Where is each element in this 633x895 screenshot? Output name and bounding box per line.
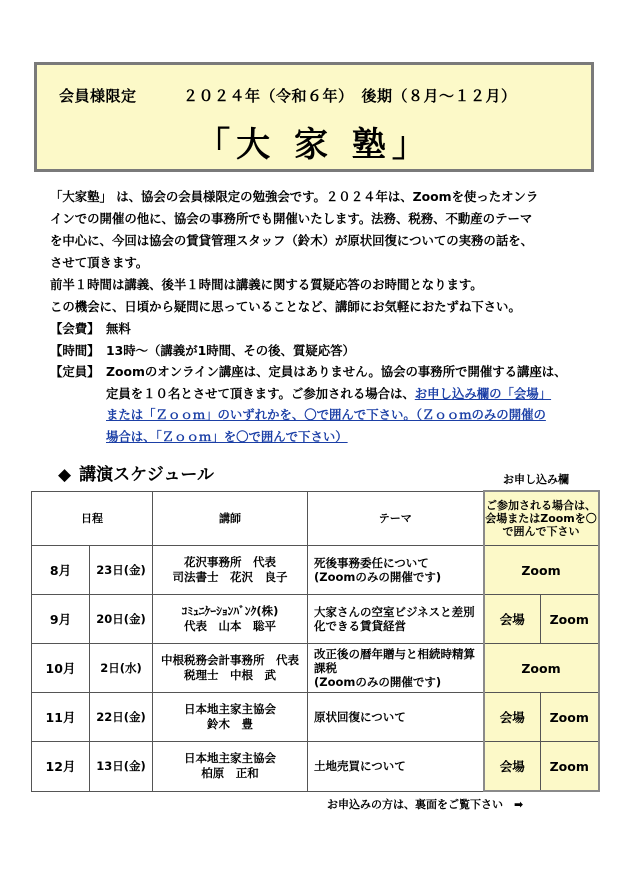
zoom-choice[interactable]: Zoom bbox=[484, 546, 599, 595]
lecturer-org: 中根税務会計事務所 代表 bbox=[161, 653, 299, 667]
event-info bbox=[50, 318, 595, 447]
col-theme-header: テーマ bbox=[308, 491, 484, 546]
apply-instruction-link: お申し込み欄の「会場」 bbox=[414, 385, 552, 401]
fee-value: 無料 bbox=[106, 321, 131, 336]
intro-line: 「大家塾」 は、協会の会員様限定の勉強会です。２０２４年は、Zoomを使ったオンラ bbox=[50, 189, 539, 204]
month-cell: 10月 bbox=[32, 644, 90, 693]
month-cell: 8月 bbox=[32, 546, 90, 595]
lecturer-name: 代表 山本 聡平 bbox=[184, 619, 276, 633]
lecturer-cell bbox=[153, 546, 308, 595]
lecturer-name: 税理士 中根 武 bbox=[184, 668, 276, 682]
theme-cell: 原状回復について bbox=[308, 693, 484, 742]
fee-label: 【会費】 bbox=[50, 321, 100, 336]
table-row bbox=[32, 546, 599, 595]
venue-choice[interactable]: 会場 bbox=[484, 693, 541, 742]
theme-cell: 死後事務委任について (Zoomのみの開催です) bbox=[308, 546, 484, 595]
intro-line: インでの開催の他に、協会の事務所でも開催いたします。法務、税務、不動産のテーマ bbox=[50, 211, 533, 226]
time-row bbox=[50, 340, 595, 362]
intro-line: を中心に、今回は協会の賃貸管理スタッフ（鈴木）が原状回復についての実務の話を、 bbox=[50, 233, 533, 248]
capacity-row bbox=[50, 361, 595, 447]
time-value: 13時～（講義が1時間、その後、質疑応答） bbox=[106, 342, 355, 358]
zoom-choice[interactable]: Zoom bbox=[541, 742, 599, 792]
lecturer-name: 司法書士 花沢 良子 bbox=[172, 570, 288, 584]
apply-instruction-link: または「Ｚｏｏｍ」のいずれかを、〇で囲んで下さい。（Ｚｏｏｍのみの開催の bbox=[106, 407, 546, 422]
apply-instruction-link: 場合は、「Ｚｏｏｍ」を〇で囲んで下さい） bbox=[106, 428, 348, 444]
apply-column-label: お申し込み欄 bbox=[503, 473, 569, 486]
capacity-line: Zoomのオンライン講座は、定員はありません。協会の事務所で開催する講座は、 bbox=[106, 364, 567, 379]
month-cell: 9月 bbox=[32, 595, 90, 644]
diamond-icon: ◆ bbox=[58, 465, 72, 485]
day-cell: 13日(金) bbox=[90, 742, 153, 792]
capacity-label: 【定員】 bbox=[50, 364, 100, 379]
table-row bbox=[32, 644, 599, 693]
table-row bbox=[32, 595, 599, 644]
table-row bbox=[32, 742, 599, 792]
capacity-line bbox=[106, 383, 595, 405]
zoom-choice[interactable]: Zoom bbox=[541, 595, 599, 644]
schedule-table bbox=[31, 490, 600, 792]
day-cell: 20日(金) bbox=[90, 595, 153, 644]
lecturer-org: 日本地主家主協会 bbox=[184, 702, 276, 716]
schedule-heading-text: 講演スケジュール bbox=[79, 465, 215, 485]
venue-choice[interactable]: 会場 bbox=[484, 595, 541, 644]
intro-paragraph bbox=[50, 186, 590, 318]
theme-cell: 大家さんの空室ビジネスと差別化できる賃貸経営 bbox=[308, 595, 484, 644]
intro-line: 前半１時間は講義、後半１時間は講義に関する質疑応答のお時間となります。 bbox=[50, 277, 483, 292]
month-cell: 11月 bbox=[32, 693, 90, 742]
lecturer-org: 日本地主家主協会 bbox=[184, 751, 276, 766]
time-label: 【時間】 bbox=[50, 342, 100, 358]
lecturer-name: 鈴木 豊 bbox=[207, 717, 253, 731]
fee-row bbox=[50, 318, 595, 340]
col-lecturer-header: 講師 bbox=[153, 491, 308, 546]
day-cell: 2日(水) bbox=[90, 644, 153, 693]
zoom-choice[interactable]: Zoom bbox=[484, 644, 599, 693]
schedule-heading bbox=[58, 460, 214, 485]
theme-cell: 土地売買について bbox=[308, 742, 484, 792]
table-header-row bbox=[32, 491, 599, 546]
theme-cell: 改正後の暦年贈与と相続時精算課税 (Zoomのみの開催です) bbox=[308, 644, 484, 693]
event-title: 「大 家 塾」 bbox=[196, 125, 432, 165]
col-apply-header: ご参加される場合は、会場またはZoomを〇で囲んで下さい bbox=[484, 491, 599, 546]
lecturer-cell bbox=[153, 644, 308, 693]
capacity-text: 定員を１０名とさせて頂きます。ご参加される場合は、 bbox=[106, 385, 415, 401]
lecturer-org: 花沢事務所 代表 bbox=[184, 555, 276, 569]
lecturer-org: ｺﾐｭﾆｹｰｼｮﾝﾊﾞﾝｸ(株) bbox=[181, 604, 279, 618]
zoom-choice[interactable]: Zoom bbox=[541, 693, 599, 742]
lecturer-cell bbox=[153, 742, 308, 792]
day-cell: 23日(金) bbox=[90, 546, 153, 595]
intro-line: この機会に、日頃から疑問に思っていることなど、講師にお気軽におたずね下さい。 bbox=[50, 299, 521, 314]
event-subtitle: 会員様限定 ２０２４年（令和６年） 後期（８月～１２月） bbox=[59, 87, 517, 105]
footer-note: お申込みの方は、裏面をご覧下さい ➡ bbox=[327, 798, 524, 811]
capacity-value bbox=[106, 361, 595, 447]
lecturer-cell bbox=[153, 595, 308, 644]
venue-choice[interactable]: 会場 bbox=[484, 742, 541, 792]
header-box bbox=[34, 62, 594, 172]
lecturer-name: 柏原 正和 bbox=[201, 766, 259, 781]
month-cell: 12月 bbox=[32, 742, 90, 792]
table-row bbox=[32, 693, 599, 742]
day-cell: 22日(金) bbox=[90, 693, 153, 742]
lecturer-cell bbox=[153, 693, 308, 742]
intro-line: させて頂きます。 bbox=[50, 255, 149, 270]
col-date-header: 日程 bbox=[32, 491, 153, 546]
